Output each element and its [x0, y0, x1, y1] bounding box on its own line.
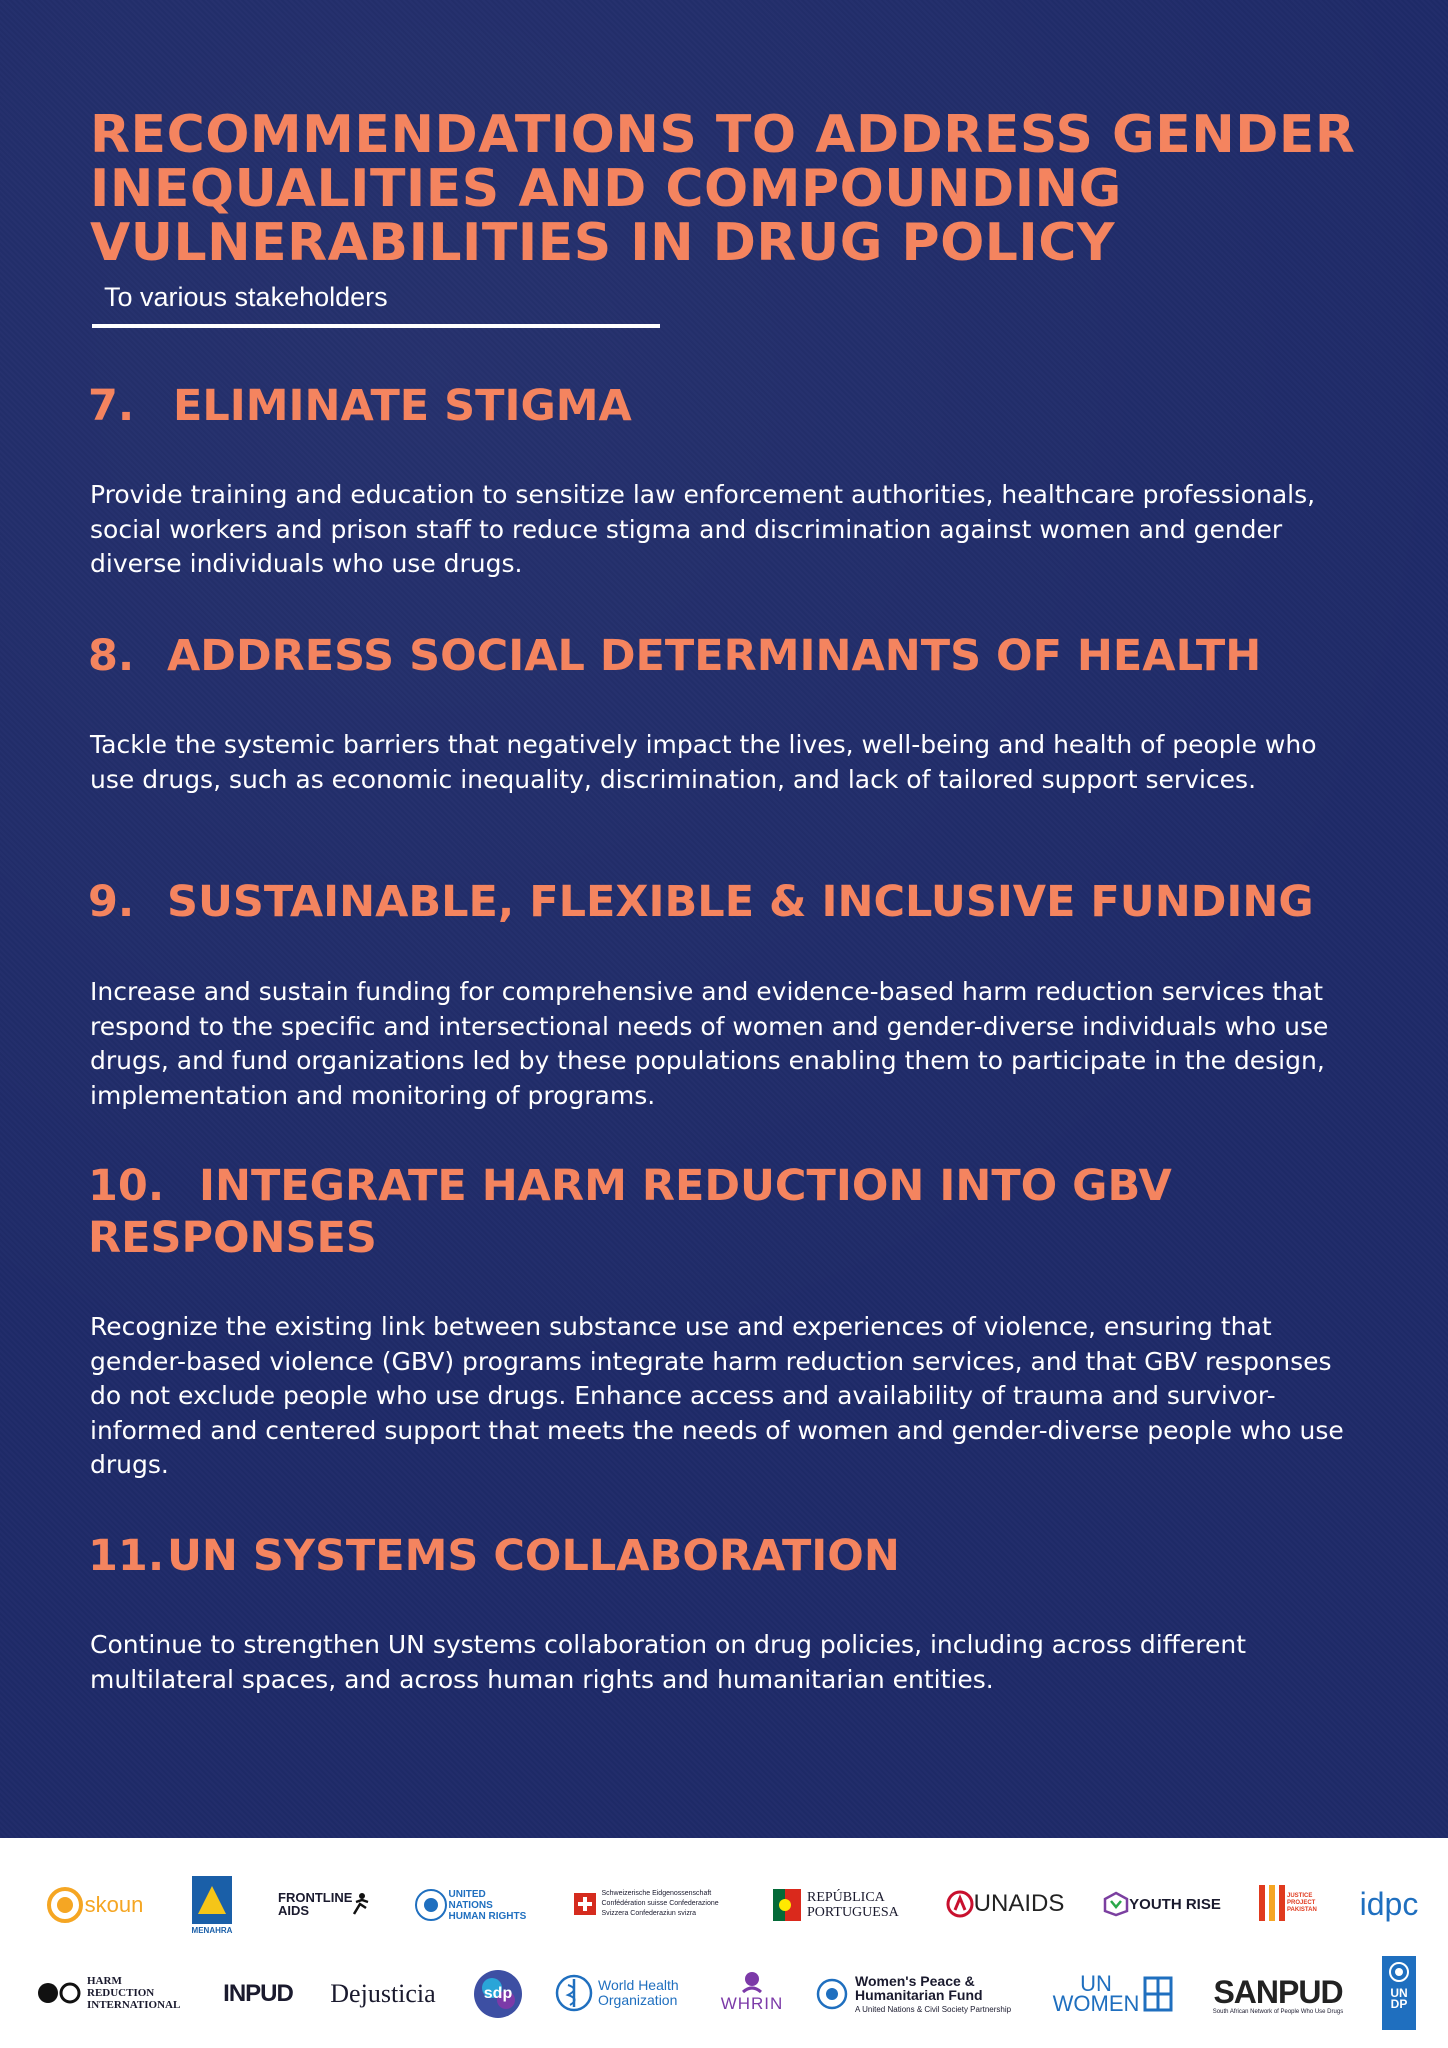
section-title: SUSTAINABLE, FLEXIBLE & INCLUSIVE FUNDING — [166, 877, 1314, 927]
youth-rise-logo: YOUTH RISE — [1098, 1884, 1226, 1924]
undp-logo: UNDP — [1382, 1956, 1416, 2030]
un-emblem-icon — [1387, 1960, 1411, 1984]
frontline-aids-logo: FRONTLINE AIDS — [270, 1886, 380, 1922]
unaids-ribbon-icon — [946, 1890, 974, 1918]
section-body-10: Recognize the existing link between substance use and experiences of violence, ensuring that gender-based violence (GBV) programs integrate harm reduction services, and that GBV responses do not exclude people who use drugs. Enhance access and availability of trauma and survivor-informed and centered support that meets the needs of women and gender-diverse people who use drugs. — [90, 1312, 1344, 1479]
swiss-flag-icon — [574, 1893, 596, 1915]
section-title: INTEGRATE HARM REDUCTION INTO GBV RESPONSES — [88, 1161, 1172, 1263]
sanpud-subtext: South African Network of People Who Use Drugs — [1212, 2008, 1344, 2015]
section-heading-7 — [88, 380, 1388, 432]
title-line: RECOMMENDATIONS TO ADDRESS GENDER — [90, 105, 1356, 165]
portugal-emblem-icon — [773, 1889, 801, 1921]
section-number: 7. — [88, 381, 135, 431]
section-body-8: Tackle the systemic barriers that negatively impact the lives, well-being and health of people who use drugs, such as economic inequality, discrimination, and lack of tailored support services. — [90, 730, 1317, 794]
sdp-logo: sdp — [468, 1964, 528, 2024]
world-health-organization-logo: World Health Organization — [552, 1970, 694, 2016]
page-title — [90, 105, 1380, 273]
youth-rise-icon — [1103, 1891, 1129, 1917]
skoun-logo: skoun — [34, 1880, 154, 1930]
partner-logos — [0, 1838, 1448, 2048]
title-line: VULNERABILITIES IN DRUG POLICY — [90, 213, 1116, 273]
justice-project-pakistan-logo: JUSTICE PROJECT PAKISTAN — [1252, 1878, 1332, 1928]
runner-icon — [348, 1892, 372, 1916]
section-body-11: Continue to strengthen UN systems collaboration on drug policies, including across different multilateral spaces, and across human rights and humanitarian entities. — [90, 1630, 1247, 1694]
republica-portuguesa-logo: REPÚBLICA PORTUGUESA — [770, 1882, 910, 1928]
subtitle: To various stakeholders — [104, 282, 388, 312]
section-title: ELIMINATE STIGMA — [172, 381, 632, 431]
whrin-logo: WHRIN — [712, 1964, 792, 2020]
title-line: INEQUALITIES AND COMPOUNDING — [90, 159, 1122, 219]
dejusticia-logo: Dejusticia — [330, 1979, 436, 2008]
section-title: UN SYSTEMS COLLABORATION — [166, 1531, 900, 1581]
menahra-logo: MENAHRA — [180, 1866, 244, 1942]
justice-project-icon — [1257, 1883, 1287, 1923]
section-heading-11 — [88, 1530, 1388, 1582]
section-title: ADDRESS SOCIAL DETERMINANTS OF HEALTH — [166, 631, 1262, 681]
un-emblem-icon — [815, 1977, 849, 2011]
section-heading-8 — [88, 630, 1388, 682]
unaids-logo: UNAIDS — [935, 1884, 1075, 1924]
menahra-icon — [190, 1874, 234, 1926]
who-emblem-icon — [554, 1973, 594, 2013]
idpc-logo: idpc — [1359, 1885, 1419, 1922]
hri-icon — [37, 1982, 83, 2004]
section-heading-9 — [88, 876, 1388, 928]
wphf-text-block: Women's Peace & Humanitarian Fund A United Nations & Civil Society Partnership — [855, 1974, 1015, 2014]
section-number: 11. — [88, 1531, 165, 1581]
un-women-icon — [1143, 1976, 1173, 2012]
section-number: 9. — [88, 877, 135, 927]
womens-peace-humanitarian-fund-logo — [810, 1964, 1020, 2024]
section-number: 10. — [88, 1161, 165, 1211]
section-body-7: Provide training and education to sensitize law enforcement authorities, healthcare professionals, social workers and prison staff to reduce stigma and discrimination against women and gender diverse individuals who use drugs. — [90, 480, 1316, 578]
harm-reduction-international-logo: HARM REDUCTION INTERNATIONAL — [34, 1972, 194, 2014]
un-human-rights-logo: UNITED NATIONS HUMAN RIGHTS — [410, 1880, 535, 1930]
sanpud-logo: SANPUD South African Network of People Who Use Drugs — [1212, 1973, 1344, 2015]
un-emblem-icon — [413, 1887, 449, 1923]
swiss-confederation-logo: Schweizerische Eidgenossenschaft Confédération suisse Confederazione Svizzera Confederaziun svizra — [570, 1876, 745, 1932]
whrin-icon — [739, 1970, 765, 1994]
section-heading-10 — [88, 1160, 1238, 1264]
section-number: 8. — [88, 631, 135, 681]
un-women-logo: UN WOMEN — [1044, 1972, 1178, 2016]
section-body-9: Increase and sustain funding for comprehensive and evidence-based harm reduction services that respond to the specific and intersectional needs of women and gender-diverse individuals who use drugs, and fund organizations led by these populations enabling them to participate in the design, implementation and monitoring of programs. — [90, 977, 1329, 1110]
inpud-logo: INPUD — [223, 1980, 293, 2007]
wphf-subtext: A United Nations & Civil Society Partnership — [855, 2005, 1012, 2014]
skoun-icon — [45, 1885, 85, 1925]
subtitle-divider — [92, 324, 660, 328]
